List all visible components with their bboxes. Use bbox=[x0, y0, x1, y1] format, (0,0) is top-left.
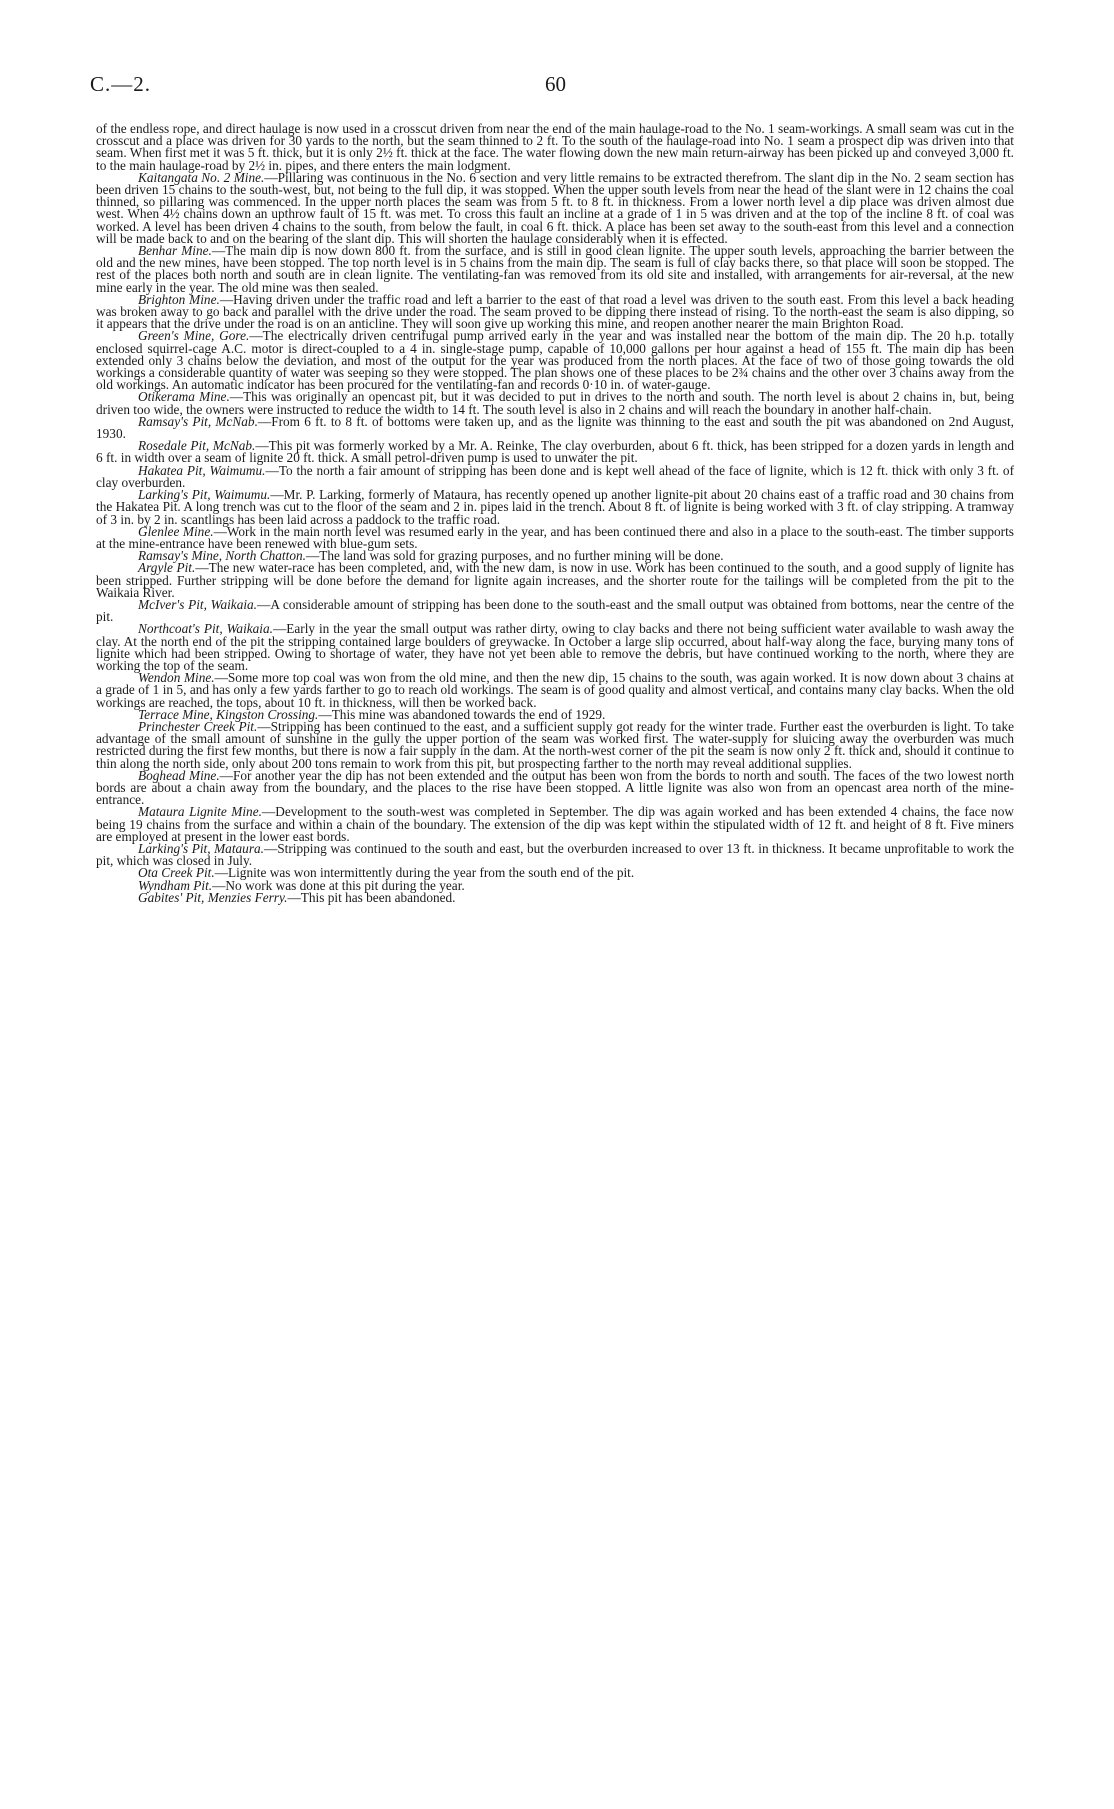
paragraph-text: —Lignite was won intermittently during the year from the south end of the pit. bbox=[214, 865, 635, 881]
paragraph bbox=[96, 718, 1015, 771]
paragraph-heading: Terrace Mine, Kingston Crossing. bbox=[138, 706, 319, 722]
paragraph-heading: Ota Creek Pit. bbox=[138, 865, 215, 881]
paragraph bbox=[96, 413, 1014, 442]
paragraph-text: —Having driven under the traffic road and left a barrier to the east of that road a level was driven to the south east. From this level a back heading was broken away to go back and parallel with the drive under the road. The seam proved to be dipping there instead of rising. To the north-east the seam is also dipping, so it appears that the drive under the road is on an anticline. They will soon give up working this mine, and reopen another nearer the main Brighton Road. bbox=[96, 291, 1014, 332]
paragraph-heading: McIver's Pit, Waikaia. bbox=[138, 596, 258, 612]
paragraph bbox=[96, 391, 1014, 415]
paragraph-heading: Brighton Mine. bbox=[138, 291, 220, 307]
paragraph-heading: Benhar Mine. bbox=[138, 243, 212, 259]
paragraph-text: —The new water-race has been completed, and, with the new dam, is now in use. Work has been continued to the south, and a good supply of lignite has been stripped. Further stripping will be done before the demand for lignite again increases, and the shorter route for the tailings will be completed from the pit to the Waikaia River. bbox=[96, 560, 1015, 600]
paragraph bbox=[96, 840, 1014, 869]
paragraph-heading: Argyle Pit. bbox=[138, 560, 196, 576]
paragraph-heading: Hakatea Pit, Waimumu. bbox=[138, 462, 266, 478]
section-code: C.—2. bbox=[90, 72, 152, 96]
paragraph bbox=[96, 806, 1014, 843]
paragraph-heading: Princhester Creek Pit. bbox=[138, 718, 258, 734]
paragraph-text: —The land was sold for grazing purposes, and no further mining will be done. bbox=[305, 548, 724, 564]
paragraph bbox=[96, 889, 1014, 905]
paragraph bbox=[96, 623, 1014, 672]
paragraph bbox=[96, 245, 1014, 294]
paragraph-heading: Wendon Mine. bbox=[138, 670, 215, 686]
paragraph-text: —This pit has been abandoned. bbox=[287, 889, 456, 905]
paragraph-text: —Stripping was continued to the south and east, but the overburden increased to over 13 ft. in thickness. It became unprofitable to work the pit, which was closed in July. bbox=[96, 840, 1014, 869]
paragraph-text: —From 6 ft. to 8 ft. of bottoms were taken up, and as the lignite was thinning to the east and south the pit was abandoned on 2nd August, 1930. bbox=[96, 413, 1014, 442]
paragraph bbox=[96, 291, 1014, 332]
paragraph-heading: Wyndham Pit. bbox=[138, 877, 213, 893]
paragraph-heading: Green's Mine, Gore. bbox=[138, 328, 250, 344]
paragraph bbox=[96, 523, 1014, 551]
paragraph bbox=[96, 489, 1014, 526]
paragraph-text: —The main dip is now down 800 ft. from the surface, and is still in good clean lignite. The upper south levels, approaching the barrier between the old and the new mines, have been stopped. The top north level is in 5 chains from the main dip. The seam is full of clay backs there, so that place will soon be stopped. The rest of the places both north and south are in clean lignite. The ventilating-fan was removed from its old site and installed, with arrangements for air-reversal, at the new mine early in the year. The old mine was then sealed. bbox=[96, 243, 1014, 295]
paragraph-heading: Larking's Pit, Waimumu. bbox=[138, 487, 271, 503]
paragraph-text: —Early in the year the small output was rather dirty, owing to clay backs and there not being sufficient water available to wash away the clay. At the north end of the pit the stripping contained large boulders of greywacke. In October a large slip occurred, about half-way along the face, burying many tons of lignite which had been stripped. Owing to shortage of water, they have not yet been able to remove the debris, but have continued working to the north, where they are working the top of the seam. bbox=[96, 621, 1014, 673]
paragraph-heading: Glenlee Mine. bbox=[138, 523, 214, 539]
paragraph-heading: Boghead Mine. bbox=[138, 767, 220, 783]
paragraph-text: —For another year the dip has not been extended and the output has been won from the bords to north and south. The faces of the two lowest north bords are about a chain away from the boundary, and the places to the rise have been stopped. A little lignite was also won from an opencast area north of the mine-entrance. bbox=[96, 767, 1014, 808]
report-body bbox=[96, 123, 1014, 904]
paragraph bbox=[96, 562, 1014, 599]
paragraph-text: —Work in the main north level was resumed early in the year, and has been continued there and also in a place to the south-east. The timber supports at the mine-entrance have been renewed with blue-gum sets. bbox=[96, 523, 1014, 551]
paragraph-heading: Ramsay's Mine, North Chatton. bbox=[138, 548, 306, 564]
paragraph-text: —Stripping has been continued to the east, and a sufficient supply got ready for the winter trade. Further east the overburden is light. To take advantage of the small amount of sunshine in the gully the upper portion of the seam was worked first. The water-supply for sluicing away the overburden was much restricted during the first few months, but there is now a fair supply in the dam. At the north-west corner of the pit the seam is now only 2 ft. thick and, should it continue to thin along the north side, only about 200 tons remain to work from this pit, but prospecting farther to the north may reveal additional supplies. bbox=[96, 718, 1015, 771]
paragraph-heading: Kaitangata No. 2 Mine. bbox=[138, 169, 265, 185]
paragraph-text: —This was originally an opencast pit, but it was decided to put in drives to the north and south. The north level is about 2 chains in, but, being driven too wide, the owners were instructed to reduce the width to 14 ft. The south level is also in 2 chains and will reach the boundary in another half-chain. bbox=[96, 389, 1014, 417]
paragraph-heading: Otikerama Mine. bbox=[138, 389, 230, 405]
paragraph-heading: Gabites' Pit, Menzies Ferry. bbox=[138, 889, 288, 905]
paragraph bbox=[96, 330, 1014, 391]
paragraph bbox=[96, 767, 1014, 808]
paragraph-text: —Some more top coal was won from the old mine, and then the new dip, 15 chains to the south, was again worked. It is now down about 3 chains at a grade of 1 in 5, and has only a few yards farther to go to reach old workings. The seam is of good quality and almost vertical, and contains many clay backs. When the old workings are reached, the tops, about 10 ft. in thickness, will then be worked back. bbox=[96, 670, 1014, 710]
paragraph-heading: Ramsay's Pit, McNab. bbox=[138, 413, 258, 429]
paragraph-heading: Rosedale Pit, McNab. bbox=[138, 438, 256, 454]
paragraph bbox=[96, 672, 1014, 709]
paragraph-heading: Northcoat's Pit, Waikaia. bbox=[138, 621, 273, 637]
paragraph-text: of the endless rope, and direct haulage is now used in a crosscut driven from near the end of the main haulage-road to the No. 1 seam-workings. A small seam was cut in the crosscut and a place was driven for 30 yards to the north, but the seam thinned to 2 ft. To the south of the haulage-road into No. 1 seam a prospect dip was driven into that seam. When first met it was 5 ft. thick, but it is only 2½ ft. thick at the face. The water flowing down the new main return-airway has been picked up and conveyed 3,000 ft. to the main haulage-road by 2½ in. pipes, and there enters the main lodgment. bbox=[96, 121, 1014, 173]
paragraph-text: —Mr. P. Larking, formerly of Mataura, has recently opened up another lignite-pit about 20 chains east of a traffic road and 30 chains from the Hakatea Pit. A long trench was cut to the floor of the seam and 2 in. pipes laid in the trench. About 8 ft. of lignite is being worked with 3 ft. of clay stripping. A tramway of 3 in. by 2 in. scantlings has been laid across a paddock to the traffic road. bbox=[96, 487, 1014, 527]
paragraph-text: —Pillaring was continuous in the No. 6 section and very little remains to be extracted therefrom. The slant dip in the No. 2 seam section has been driven 15 chains to the south-west, but, not being to the full dip, it was stopped. When the upper south levels from near the head of the slant were in 12 chains the coal thinned, so pillaring was commenced. In the upper north places the seam was from 5 ft. to 8 ft. in thickness. From a lower north level a dip place was driven almost due west. When 4½ chains down an upthrow fault of 15 ft. was met. To cross this fault an incline at a grade of 1 in 5 was driven and at the top of the incline 8 ft. of coal was worked. A level has been driven 4 chains to the south, from below the fault, in coal 6 ft. thick. A place has been set away to the south-east from this level and a connection will be made back to and on the bearing of the slant dip. This will shorten the haulage considerably when it is effected. bbox=[96, 169, 1014, 246]
paragraph-text: —The electrically driven centrifugal pump arrived early in the year and was installed near the bottom of the main dip. The 20 h.p. totally enclosed squirrel-cage A.C. motor is direct-coupled to a 4 in. single-stage pump, capable of 10,000 gallons per hour against a head of 155 ft. The main dip has been extended only 3 chains below the deviation, and most of the output for the year was produced from the north places. At the face of two of those going towards the old workings a considerable quantity of water was seeping so they were stopped. The plan shows one of these places to be 2¾ chains and the other over 3 chains away from the old workings. An automatic indicator has been procured for the ventilating-fan and records 0·10 in. of water-gauge. bbox=[96, 328, 1014, 393]
paragraph-text: —This mine was abandoned towards the end of 1929. bbox=[318, 706, 606, 722]
paragraph-heading: Larking's Pit, Mataura. bbox=[138, 840, 264, 856]
paragraph bbox=[96, 169, 1014, 246]
paragraph bbox=[96, 596, 1014, 625]
page-header bbox=[90, 72, 1020, 102]
paragraph-text: —This pit was formerly worked by a Mr. A. Reinke, The clay overburden, about 6 ft. thick, has been stripped for a dozen yards in length and 6 ft. in width over a seam of lignite 20 ft. thick. A small petrol-driven pump is used to unwater the pit. bbox=[96, 438, 1014, 466]
paragraph-heading: Mataura Lignite Mine. bbox=[138, 804, 262, 820]
paragraph bbox=[96, 462, 1015, 490]
paragraph-text: —Development to the south-west was completed in September. The dip was again worked and has been extended 4 chains, the face now being 19 chains from the surface and within a chain of the boundary. The extension of the dip was kept within the stipulated width of 12 ft. and height of 8 ft. Five miners are employed at present in the lower east bords. bbox=[96, 804, 1014, 844]
page-number: 60 bbox=[545, 72, 566, 96]
paragraph bbox=[96, 123, 1014, 172]
paragraph-text: —No work was done at this pit during the year. bbox=[212, 877, 465, 893]
paragraph-text: —To the north a fair amount of stripping has been done and is kept well ahead of the face of lignite, which is 12 ft. thick with only 3 ft. of clay overburden. bbox=[96, 462, 1015, 490]
paragraph-text: —A considerable amount of stripping has been done to the south-east and the small output was obtained from bottoms, near the centre of the pit. bbox=[96, 596, 1014, 625]
paragraph bbox=[96, 440, 1014, 464]
